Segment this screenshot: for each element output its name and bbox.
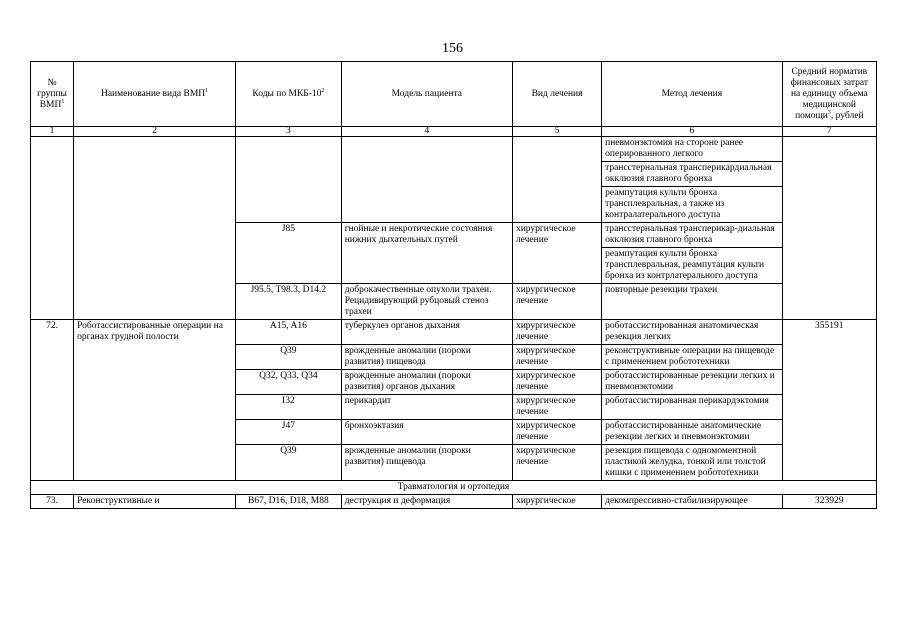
- patient-model-cell: [341, 137, 512, 223]
- table-row: [31, 495, 877, 509]
- table-row: [31, 137, 877, 162]
- header-treatment-type: Вид лечения: [512, 62, 601, 127]
- patient-model-cell: туберкулез органов дыхания: [341, 320, 512, 345]
- header-patient-model: Модель пациента: [341, 62, 512, 127]
- treatment-type-cell: [512, 137, 601, 223]
- treatment-method-cell: роботассистированные анатомические резекции легких и пневмонэктомии: [602, 420, 782, 445]
- patient-model-cell: гнойные и некротические состояния нижних дыхательных путей: [341, 223, 512, 284]
- treatment-method-cell: трансстернальная трансперикар-диальная окклюзия главного бронха: [602, 223, 782, 248]
- group-number-cell: [31, 137, 74, 320]
- treatment-method-cell: пневмонэктомия на стороне ранее оперированного легкого: [602, 137, 782, 162]
- table-row: [31, 320, 877, 345]
- section-row: [31, 481, 877, 495]
- treatment-method-cell: реконструктивные операции на пищеводе с применением робототехники: [602, 345, 782, 370]
- vmp-table: [30, 61, 877, 509]
- icd-code-cell: A15, A16: [236, 320, 342, 345]
- icd-code-cell: B67, D16, D18, M88: [236, 495, 342, 509]
- group-number-cell: 73.: [31, 495, 74, 509]
- treatment-type-cell: хирургическое лечение: [512, 284, 601, 320]
- treatment-type-cell: хирургическое лечение: [512, 320, 601, 345]
- icd-code-cell: Q32, Q33, Q34: [236, 370, 342, 395]
- header-group-number: № группы ВМП$^1$: [31, 62, 74, 127]
- page-number: 156: [442, 41, 463, 56]
- vmp-name-cell: [74, 137, 236, 320]
- treatment-type-cell: хирургическое лечение: [512, 445, 601, 481]
- column-number: 6: [602, 127, 782, 137]
- column-number: 2: [74, 127, 236, 137]
- header-row: [31, 62, 877, 127]
- column-number: 4: [341, 127, 512, 137]
- treatment-method-cell: трансстернальная трансперикардиальная окклюзия главного бронха: [602, 162, 782, 187]
- patient-model-cell: бронхоэктазия: [341, 420, 512, 445]
- column-number: 3: [236, 127, 342, 137]
- header-vmp-name: Наименование вида ВМП$^1$: [74, 62, 236, 127]
- column-number: 7: [782, 127, 876, 137]
- group-number-cell: 72.: [31, 320, 74, 481]
- treatment-type-cell: хирургическое лечение: [512, 345, 601, 370]
- treatment-type-cell: хирургическое лечение: [512, 420, 601, 445]
- cost-cell: 355191: [782, 320, 876, 481]
- treatment-type-cell: хирургическое лечение: [512, 395, 601, 420]
- patient-model-cell: врожденные аномалии (пороки развития) пищевода: [341, 345, 512, 370]
- treatment-method-cell: резекция пищевода с одномоментной пластикой желудка, тонкой или толстой кишки с применением робототехники: [602, 445, 782, 481]
- header-icd-codes: Коды по МКБ-$10^2$: [236, 62, 342, 127]
- column-number: 5: [512, 127, 601, 137]
- patient-model-cell: перикардит: [341, 395, 512, 420]
- treatment-type-cell: хирургическое лечение: [512, 370, 601, 395]
- patient-model-cell: деструкция и деформация: [341, 495, 512, 509]
- icd-code-cell: Q39: [236, 445, 342, 481]
- patient-model-cell: доброкачественные опухоли трахеи. Рецидивирующий рубцовый стеноз трахеи: [341, 284, 512, 320]
- column-number: 1: [31, 127, 74, 137]
- header-treatment-method: Метод лечения: [602, 62, 782, 127]
- column-number-row: [31, 127, 877, 137]
- header-cost-norm: Средний норматив финансовых затрат на единицу объема медицинской помощи$^3$, рублей: [782, 62, 876, 127]
- vmp-name-cell: Реконструктивные и: [74, 495, 236, 509]
- patient-model-cell: врожденные аномалии (пороки развития) пищевода: [341, 445, 512, 481]
- icd-code-cell: I32: [236, 395, 342, 420]
- cost-cell: 323929: [782, 495, 876, 509]
- icd-code-cell: J95.5, T98.3, D14.2: [236, 284, 342, 320]
- treatment-method-cell: роботассистированная перикардэктомия: [602, 395, 782, 420]
- vmp-name-cell: Роботассистированные операции на органах грудной полости: [74, 320, 236, 481]
- icd-code-cell: J47: [236, 420, 342, 445]
- icd-code-cell: [236, 137, 342, 223]
- icd-code-cell: Q39: [236, 345, 342, 370]
- treatment-method-cell: декомпрессивно-стабилизирующее: [602, 495, 782, 509]
- cost-cell: [782, 137, 876, 320]
- treatment-method-cell: реампутация культи бронха трансплевральная, а также из контралатерального доступа: [602, 187, 782, 223]
- patient-model-cell: врожденные аномалии (пороки развития) органов дыхания: [341, 370, 512, 395]
- section-heading: Травматология и ортопедия: [31, 481, 877, 495]
- treatment-method-cell: повторные резекции трахеи: [602, 284, 782, 320]
- treatment-method-cell: роботассистированные резекции легких и пневмонэктомии: [602, 370, 782, 395]
- treatment-method-cell: роботассистированная анатомическая резекция легких: [602, 320, 782, 345]
- treatment-type-cell: хирургическое лечение: [512, 223, 601, 284]
- treatment-type-cell: хирургическое: [512, 495, 601, 509]
- icd-code-cell: J85: [236, 223, 342, 284]
- treatment-method-cell: реампутация культи бронха трансплевральная, реампутация культи бронха из контрлатерального доступа: [602, 248, 782, 284]
